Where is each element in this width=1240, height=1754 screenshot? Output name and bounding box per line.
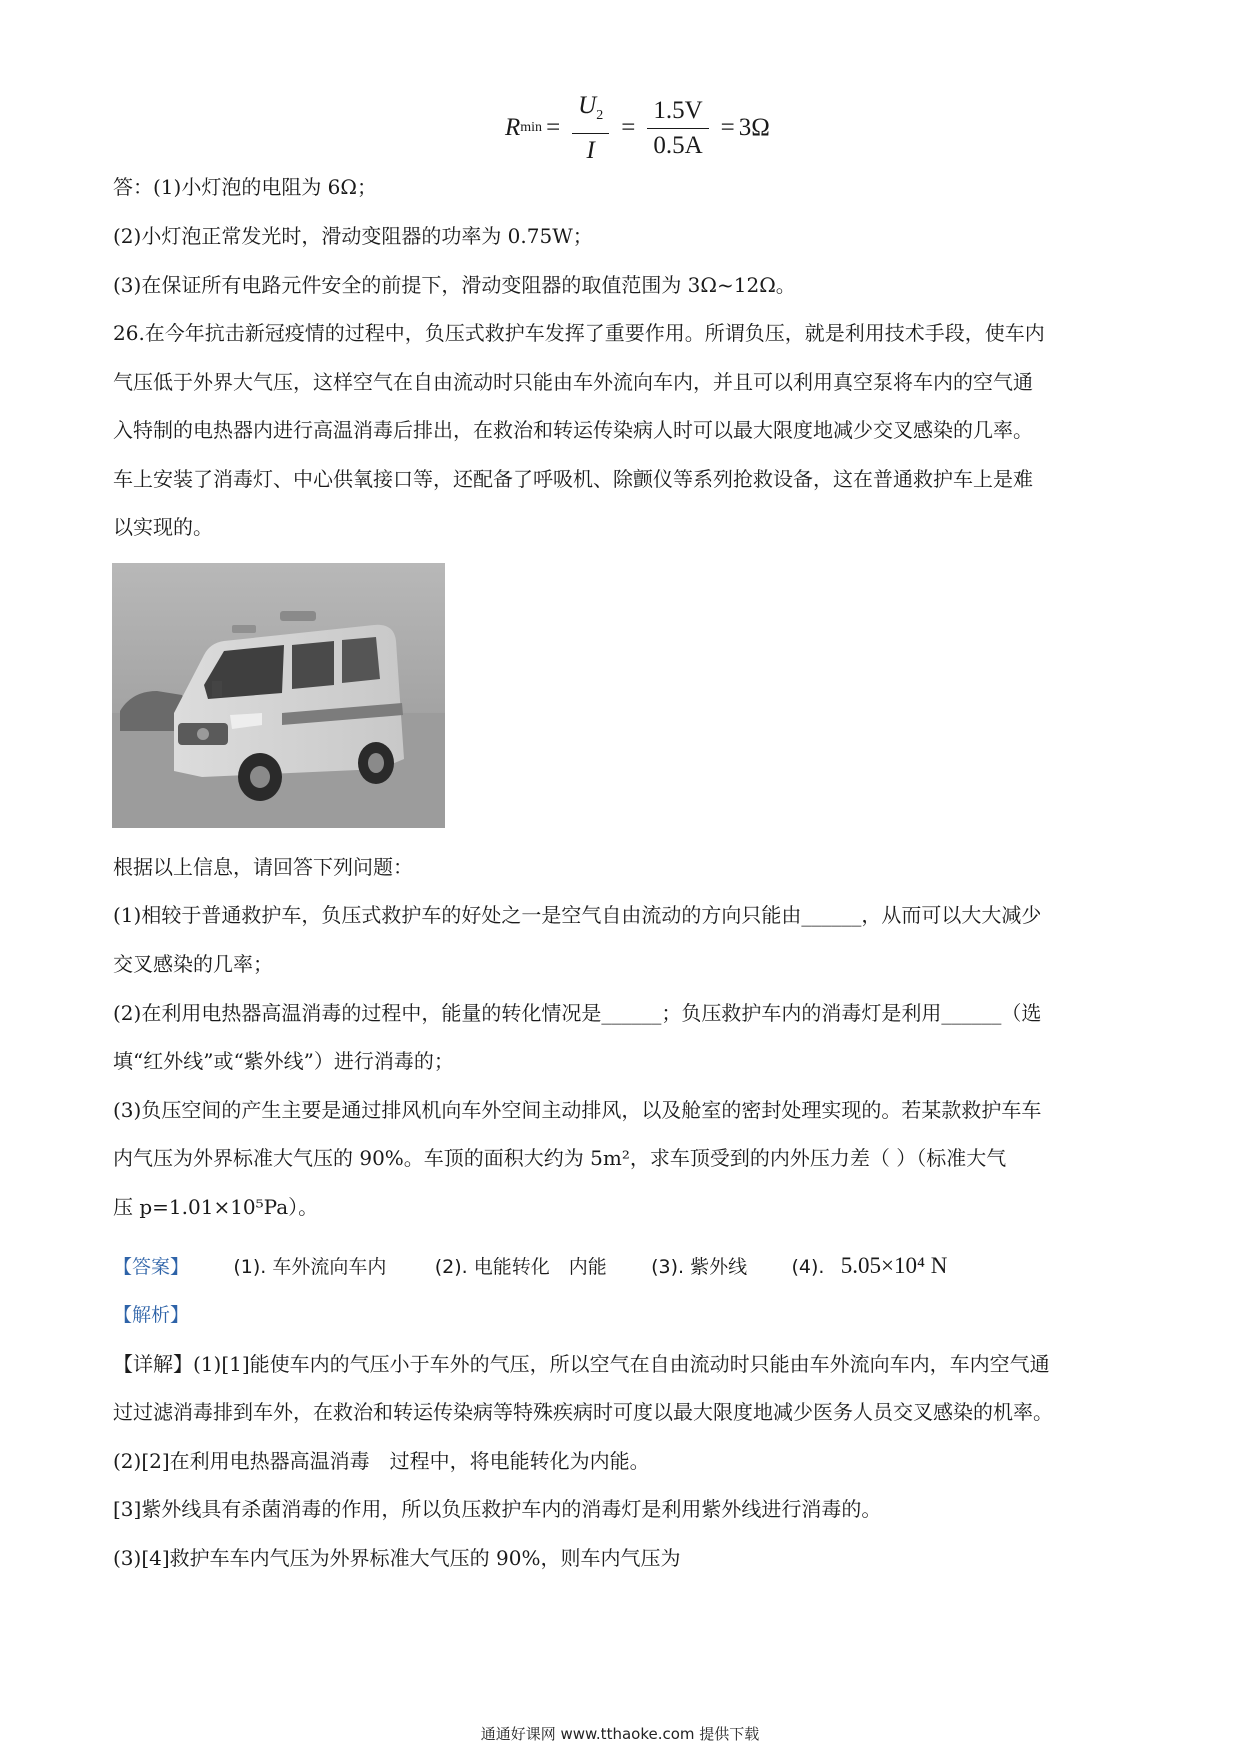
- ambulance-photo: [112, 563, 445, 828]
- problem-line-2: 气压低于外界大气压，这样空气在自由流动时只能由车外流向车内，并且可以利用真空泵将车内的空气通: [113, 370, 1033, 394]
- formula-num1-sub: 2: [596, 107, 604, 123]
- formula-lhs-sub: min: [520, 120, 543, 135]
- question-1-line-2: 交叉感染的几率；: [113, 952, 273, 976]
- answer-item-3: (3). 紫外线: [651, 1256, 748, 1278]
- question-2-line-1: (2)在利用电热器高温消毒的过程中，能量的转化情况是______；负压救护车内的消毒灯是利用______（选: [113, 1001, 1042, 1025]
- formula-num2: 1.5V: [647, 97, 708, 129]
- ambulance-illustration: [112, 563, 445, 828]
- analysis-line-5: (3)[4]救护车车内气压为外界标准大气压的 90%，则车内气压为: [113, 1546, 681, 1570]
- question-3-line-2: 内气压为外界标准大气压的 90%。车顶的面积大约为 5m²，求车顶受到的内外压力差（ ）（标准大气: [113, 1146, 1007, 1170]
- answer-row: [113, 1251, 947, 1282]
- answer-line-1: 答：(1)小灯泡的电阻为 6Ω；: [113, 175, 377, 199]
- analysis-line-1: 【详解】(1)[1]能使车内的气压小于车外的气压，所以空气在自由流动时只能由车外流向车内，车内空气通: [113, 1352, 1050, 1376]
- problem-line-1: 26.在今年抗击新冠疫情的过程中，负压式救护车发挥了重要作用。所谓负压，就是利用技术手段，使车内: [113, 321, 1045, 345]
- question-1-line-1: (1)相较于普通救护车，负压式救护车的好处之一是空气自由流动的方向只能由______，从而可以大大减少: [113, 903, 1042, 927]
- question-2-line-2: 填“红外线”或“紫外线”）进行消毒的；: [113, 1049, 454, 1073]
- answer-item-2: (2). 电能转化 内能: [434, 1256, 607, 1278]
- answer-tag: 【答案】: [113, 1256, 190, 1278]
- problem-line-3: 入特制的电热器内进行高温消毒后排出，在救治和转运传染病人时可以最大限度地减少交叉感染的几率。: [113, 418, 1033, 442]
- question-3-line-1: (3)负压空间的产生主要是通过排风机向车外空间主动排风，以及舱室的密封处理实现的。若某款救护车车: [113, 1098, 1042, 1122]
- analysis-line-3: (2)[2]在利用电热器高温消毒 过程中，将电能转化为内能。: [113, 1449, 650, 1473]
- formula-lhs: R: [505, 114, 521, 141]
- problem-line-4: 车上安装了消毒灯、中心供氧接口等，还配备了呼吸机、除颤仪等系列抢救设备，这在普通救护车上是难: [113, 467, 1033, 491]
- resistance-formula: R min = $\frac{U_2}{I}$ = $\frac{1.5V}{0.5A}$ = 3Ω: [505, 91, 770, 164]
- answer-item-4: (4).: [791, 1256, 825, 1278]
- formula-den2: 0.5A: [653, 131, 703, 159]
- analysis-line-2: 过过滤消毒排到车外，在救治和转运传染病等特殊疾病时可度以最大限度地减少医务人员交叉感染的机率。: [113, 1400, 1053, 1424]
- fraction-values: [647, 97, 708, 160]
- formula-result: 3Ω: [738, 114, 770, 141]
- answer-item-1: (1). 车外流向车内: [233, 1256, 387, 1278]
- analysis-line-4: [3]紫外线具有杀菌消毒的作用，所以负压救护车内的消毒灯是利用紫外线进行消毒的。: [113, 1497, 882, 1521]
- formula-num1: U: [578, 91, 597, 119]
- answer-line-3: (3)在保证所有电路元件安全的前提下，滑动变阻器的取值范围为 3Ω~12Ω。: [113, 273, 796, 297]
- analysis-tag: 【解析】: [113, 1304, 190, 1326]
- answer-item-4-value: 5.05×10⁴ N: [840, 1253, 948, 1278]
- problem-line-5: 以实现的。: [113, 515, 213, 539]
- formula-den1: I: [586, 136, 595, 164]
- fraction-voltage-current: [572, 92, 609, 165]
- question-intro: 根据以上信息，请回答下列问题：: [113, 855, 413, 879]
- question-3-line-3: 压 p=1.01×10⁵Pa）。: [113, 1195, 319, 1219]
- answer-line-2: (2)小灯泡正常发光时，滑动变阻器的功率为 0.75W；: [113, 224, 593, 248]
- page-footer: 通通好课网 www.tthaoke.com 提供下载: [480, 1725, 760, 1743]
